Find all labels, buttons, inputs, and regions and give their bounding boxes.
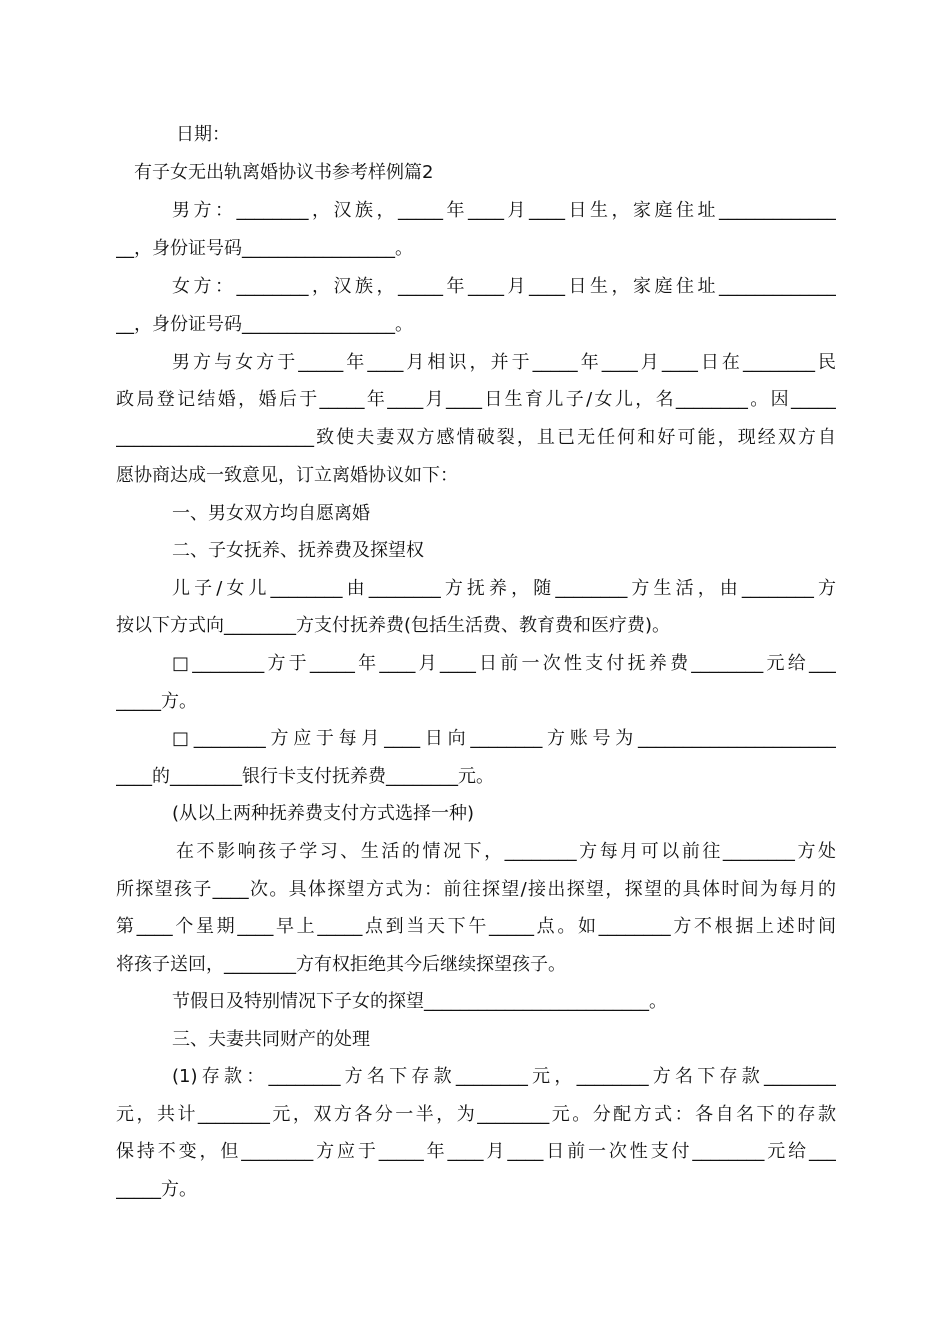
visitation-line-2: 所探望孩子____次。具体探望方式为：前往探望/接出探望，探望的具体时间为每月的: [116, 879, 836, 900]
marriage-paragraph-line-3: ______________________致使夫妻双方感情破裂，且已无任何和好可能，现经双方自: [116, 427, 836, 448]
heading-2: 二、子女抚养、抚养费及探望权: [172, 540, 424, 561]
holiday-visitation-line: 节假日及特别情况下子女的探望_________________________。: [172, 991, 667, 1012]
section-title: 有子女无出轨离婚协议书参考样例篇2: [134, 162, 434, 183]
marriage-paragraph-line-1: 男方与女方于_____年____月相识，并于_____年____月____日在________民: [172, 352, 836, 373]
visitation-line-1: 在不影响孩子学习、生活的情况下，________方每月可以前往________方处: [176, 841, 836, 862]
deposit-line-3: 保持不变，但________方应于_____年____月____日前一次性支付________元给___: [116, 1141, 836, 1162]
wife-info-line-2: __，身份证号码_________________。: [116, 314, 413, 335]
option-1-line-2: _____方。: [116, 691, 197, 712]
wife-info-line-1: 女方：________，汉族，_____年____月____日生，家庭住址_____________: [172, 276, 836, 297]
option-2-line-1: □________方应于每月____日向________方账号为______________________: [172, 728, 836, 749]
deposit-line-1: (1)存款：________方名下存款________元，________方名下存款________: [172, 1066, 836, 1087]
heading-3: 三、夫妻共同财产的处理: [172, 1029, 370, 1050]
option-2-line-2: ____的________银行卡支付抚养费________元。: [116, 766, 494, 787]
visitation-line-4: 将孩子送回，________方有权拒绝其今后继续探望孩子。: [116, 954, 566, 975]
date-line: 日期：: [176, 124, 230, 145]
visitation-line-3: 第____个星期____早上_____点到当天下午_____点。如________方不根据上述时间: [116, 916, 836, 937]
marriage-paragraph-line-2: 政局登记结婚，婚后于_____年____月____日生育儿子/女儿，名________。因_____: [116, 389, 836, 410]
deposit-line-2: 元，共计________元，双方各分一半，为________元。分配方式：各自名下的存款: [116, 1104, 836, 1125]
husband-info-line-2: __，身份证号码_________________。: [116, 238, 413, 259]
custody-line-2: 按以下方式向________方支付抚养费(包括生活费、教育费和医疗费)。: [116, 615, 671, 636]
marriage-paragraph-line-4: 愿协商达成一致意见，订立离婚协议如下：: [116, 465, 458, 486]
option-note: (从以上两种抚养费支付方式选择一种): [172, 803, 475, 824]
option-1-line-1: □________方于_____年____月____日前一次性支付抚养费________元给___: [172, 653, 836, 674]
heading-1: 一、男女双方均自愿离婚: [172, 503, 370, 524]
husband-info-line-1: 男方：________，汉族，_____年____月____日生，家庭住址_____________: [172, 200, 836, 221]
deposit-line-4: _____方。: [116, 1179, 197, 1200]
custody-line-1: 儿子/女儿________由________方抚养，随________方生活，由________方: [172, 578, 836, 599]
